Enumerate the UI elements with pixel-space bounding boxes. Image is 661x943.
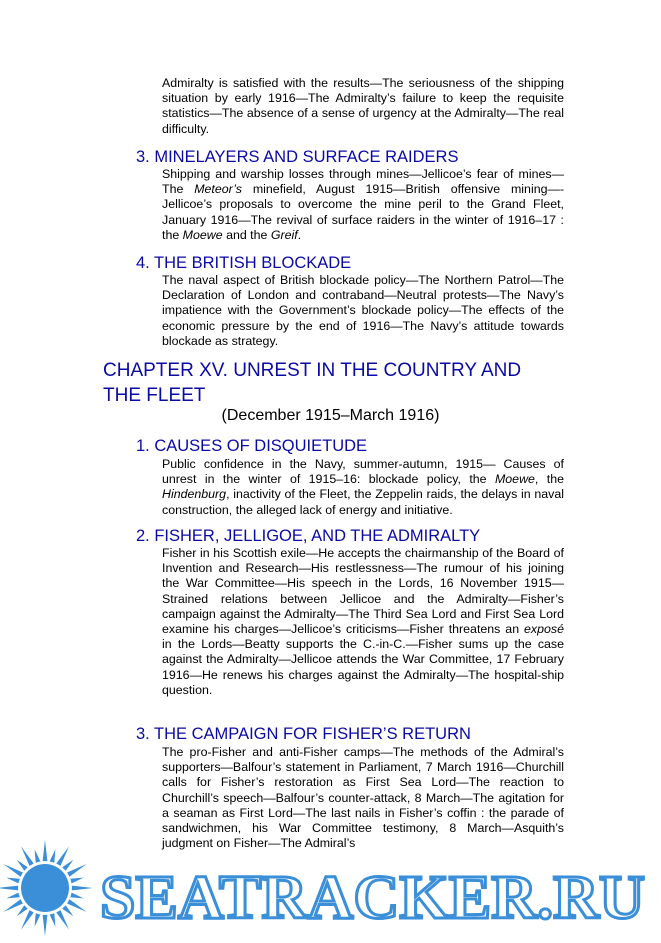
paragraph-minelayers (162, 167, 564, 243)
section-heading-fisher-jelligoe: 2. FISHER, JELLIGOE, AND THE ADMIRALTY (136, 527, 481, 545)
sun-ray (67, 899, 87, 912)
sun-ray (50, 913, 56, 926)
sun-ray (6, 893, 19, 899)
paragraph-disquietude (162, 457, 564, 518)
sun-ray (17, 860, 28, 871)
italic-text: Greif (270, 227, 298, 242)
sun-ray (43, 915, 48, 936)
text: in the Lords—Beatty supports the C.-in-C.—Fisher sums up the case against the Admiralty—Jellicoe attends the War Committee, 17 February 1916—He renews his charges against the Admiralty—The hospital-ship question. (162, 637, 564, 697)
sun-ray (67, 864, 87, 877)
sun-ray (62, 860, 73, 871)
text: Public confidence in the Navy, summer-autumn, 1915— Causes of unrest in the winter of 1915–16: blockade policy, the (162, 457, 564, 487)
sun-ray (21, 910, 34, 930)
text: Shipping and warship losses through mines—Jellicoe’s fear of mines—The (162, 167, 564, 197)
italic-text: Meteor’s (194, 182, 242, 197)
text: Fisher in his Scottish exile—He accepts the chairmanship of the Board of Invention and Research—His restlessness—The rumour of his joining the War Committee—His speech in the Lords, 16 November 1915—Strained relations between Jellicoe and the Admiralty—Fisher’s campaign against the Admiralty—The Third Sea Lord and First Sea Lord examine his charges—Jellicoe’s criticisms—Fisher threatens an (162, 546, 564, 637)
text: minefield, August 1915—British offensive mining—-Jellicoe’s proposals to overcome the mine peril to the Grand Fleet, January 1916—The revival of surface raiders in the winter of 1916–17 : the (162, 182, 564, 242)
sun-ray (50, 849, 56, 862)
italic-text: Moewe (494, 472, 535, 487)
sun-ray (56, 910, 69, 930)
section-heading-disquietude: 1. CAUSES OF DISQUIETUDE (136, 437, 368, 455)
text: . (297, 227, 302, 242)
italic-text: Moewe (182, 227, 223, 242)
paragraph-admiralty-statistics (162, 76, 564, 137)
text: , inactivity of the Fleet, the Zeppelin raids, the delays in naval construction, the alleged lack of energy and initiative. (162, 487, 564, 517)
section-heading-fisher-return: 3. THE CAMPAIGN FOR FISHER’S RETURN (136, 725, 471, 743)
text: The naval aspect of British blockade policy—The Northern Patrol—The Declaration of London and contraband—Neutral protests—The Navy’s impatience with the Government’s blockade policy—The effects of the economic pressure by the end of 1916—The Navy’s attitude towards blockade as strategy. (162, 273, 564, 348)
sun-ray (21, 846, 34, 866)
section-heading-minelayers: 3. MINELAYERS AND SURFACE RAIDERS (136, 148, 459, 166)
paragraph-blockade (162, 273, 564, 349)
sun-ray (17, 905, 28, 916)
sun-ray (35, 913, 41, 926)
sun-ray (43, 840, 48, 861)
watermark-text: SEATRACKER.RU (100, 864, 645, 932)
section-heading-blockade: 4. THE BRITISH BLOCKADE (136, 254, 352, 272)
sun-ray (70, 878, 83, 884)
italic-text: exposé (524, 622, 564, 637)
watermark-logo (0, 830, 661, 943)
text: and the (222, 227, 271, 242)
text: , the (534, 472, 564, 487)
sun-ray (0, 886, 18, 891)
sunburst-icon (0, 840, 93, 936)
sun-ray (3, 864, 23, 877)
sun-ray (56, 846, 69, 866)
sun-ray (70, 893, 83, 899)
sun-ray (72, 886, 93, 891)
chapter-title: CHAPTER XV. UNREST IN THE COUNTRY AND THE FLEET (103, 360, 522, 406)
text: Admiralty is satisfied with the results—The seriousness of the shipping situation by early 1916—The Admiralty’s failure to keep the requisite statistics—The absence of a sense of urgency at the Admiralty—The real difficulty. (162, 76, 564, 136)
text: The pro-Fisher and anti-Fisher camps—The methods of the Admiral’s supporters—Balfour’s statement in Parliament, 7 March 1916—Churchill calls for Fisher’s restoration as First Sea Lord—The reaction to Churchill’s speech—Balfour’s counter-attack, 8 March—The agitation for a seaman as First Lord—The last nails in Fisher’s coffin : the parade of sandwichmen, his War Committee testimony, 8 March—Asquith’s judgment on Fisher—The Admiral’s (162, 745, 564, 851)
italic-text: Hindenburg (162, 487, 227, 502)
paragraph-fisher-jelligoe (162, 546, 564, 698)
sun-ray (62, 905, 73, 916)
chapter-dates: (December 1915–March 1916) (221, 407, 440, 424)
sun-ray (3, 899, 23, 912)
sun-ray (35, 849, 41, 862)
sun-ray (6, 878, 19, 884)
